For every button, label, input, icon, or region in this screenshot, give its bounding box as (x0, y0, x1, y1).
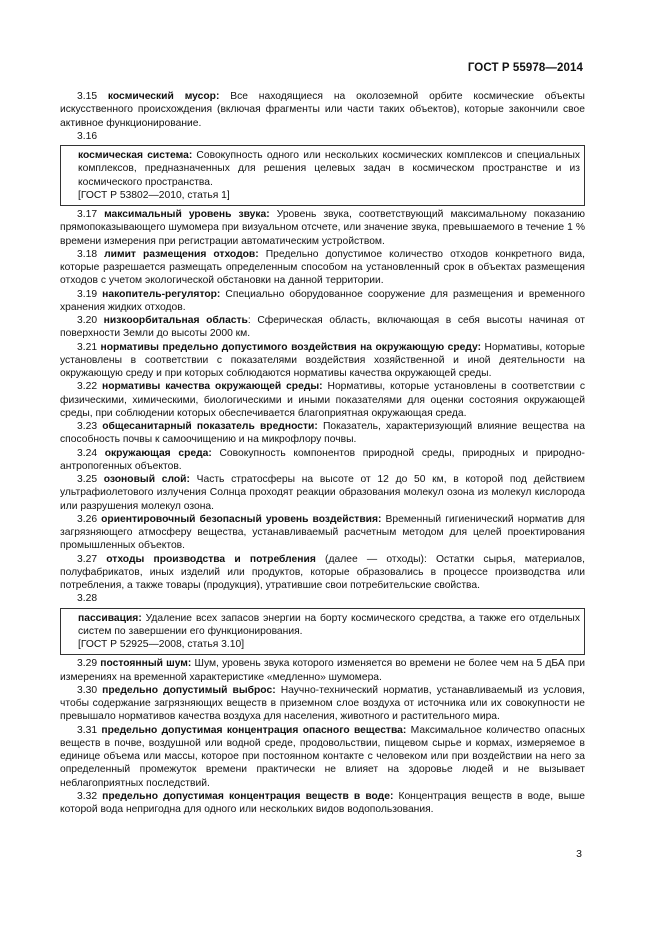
definition: Шум, уровень звука которого изменяется во времени не более чем на 5 дБА при измерениях на временной характеристике «медленно» шумомера. (60, 658, 585, 683)
definition: Уровень звука, соответствующий максимальному показанию прямопоказывающего шумомера при визуальном отсчете, или значение звука, превышаемого в течение 1 % времени измерения при регистрации автоматическим устройством. (60, 209, 585, 247)
definition: Все находящиеся на околоземной орбите космические объекты искусственного происхождения (включая фрагменты или части таких объектов), которые закончили свое активное функционирование. (60, 91, 585, 129)
clause-number: 3.24 (77, 447, 98, 459)
clause (60, 288, 585, 315)
clause (60, 248, 585, 288)
term: предельно допустимая концентрация опасного вещества: (101, 724, 407, 736)
term: постоянный шум: (100, 658, 192, 670)
clause (60, 553, 585, 593)
clause-number: 3.19 (77, 288, 98, 300)
clause-number: 3.20 (77, 315, 98, 326)
clause-number: 3.22 (77, 381, 98, 393)
term: ориентировочный безопасный уровень воздействия: (101, 513, 382, 525)
clause-number: 3.32 (77, 790, 98, 802)
source-reference: [ГОСТ Р 52925—2008, статья 3.10] (78, 639, 245, 650)
clause (60, 447, 585, 474)
definition: Концентрация веществ в воде, выше которой вода непригодна для одного или нескольких видов водопользования. (60, 790, 585, 815)
definition: Совокупность компонентов природной среды, природных и природно-антропогенных объектов. (60, 447, 585, 472)
definition: Предельно допустимое количество отходов конкретного вида, которые разрешается размещать определенным способом на установленный срок в объектах размещения отходов с учетом экологической обстановки на данной территории. (60, 248, 585, 287)
clause (60, 341, 585, 381)
clause-number: 3.29 (77, 658, 98, 670)
clause-number: 3.26 (77, 513, 98, 525)
clause-number: 3.18 (77, 248, 98, 260)
clause (60, 790, 585, 817)
term: отходы производства и потребления (106, 553, 316, 565)
definition: Показатель, характеризующий влияние вещества на способность почвы к самоочищению и на микрофлору почвы. (60, 421, 585, 446)
term: пассивация: (78, 612, 142, 624)
clause (60, 90, 585, 130)
clause-number: 3.25 (77, 474, 98, 485)
term: общесанитарный показатель вредности: (102, 421, 318, 432)
term: нормативы предельно допустимого воздействия на окружающую среду: (100, 341, 482, 353)
quoted-definition-box (60, 145, 585, 206)
clause-number: 3.17 (77, 209, 98, 220)
definition: : Сферическая область, включающая в себя высоты начиная от поверхности Земли до высоты 2000 км. (60, 315, 585, 340)
definition: Нормативы, которые установлены в соответствии с показателями воздействия хозяйственной и иной деятельности на окружающую среду и при которых соблюдаются нормативы качества окружающей среды. (60, 341, 585, 379)
term: лимит размещения отходов: (104, 248, 259, 260)
term: предельно допустимая концентрация веществ в воде: (102, 790, 394, 802)
definition: Специально оборудованное сооружение для размещения и временного хранения жидких отходов. (60, 288, 585, 313)
definition: Совокупность одного или нескольких космических комплексов и специальных комплексов, предназначенных для решения целевых задач в космическом пространстве и из космического пространства. (78, 150, 580, 188)
source-reference: [ГОСТ Р 53802—2010, статья 1] (78, 189, 230, 201)
definition: Удаление всех запасов энергии на борту космического средства, а также его отдельных систем по завершении его функционирования. (78, 612, 580, 637)
clause (60, 314, 585, 341)
clause (60, 724, 585, 790)
definition: (далее — отходы): Остатки сырья, материалов, полуфабрикатов, иных изделий или продуктов, которые образовались в процессе производства или потребления, а также товары (продукция), утратившие свои потребительские свойства. (60, 553, 585, 591)
clause-number: 3.30 (77, 684, 98, 696)
clause (60, 684, 585, 724)
clause (60, 513, 585, 553)
clause (60, 657, 585, 684)
clause-number: 3.28 (77, 593, 98, 605)
clause-number: 3.23 (77, 421, 98, 432)
term: максимальный уровень звука: (104, 209, 270, 220)
clause (60, 380, 585, 420)
page-number: 3 (576, 848, 582, 860)
definition-text (78, 149, 580, 189)
term: космическая система: (78, 150, 193, 161)
clause (60, 420, 585, 447)
quoted-definition-box (60, 608, 585, 656)
definition: Максимальное количество опасных веществ в почве, воздушной или водной среде, продовольствии, пищевом сырье и кормах, измеряемое в единице объема или массы, которое при постоянном контакте с человеком или при воздействии на него за определенный промежуток времени практически не влияет на здоровье людей и не вызывает неблагоприятных последствий. (60, 724, 585, 789)
clause (60, 208, 585, 248)
term: низкоорбитальная область (103, 315, 248, 326)
clause (60, 473, 585, 513)
clause-number: 3.21 (77, 341, 98, 353)
term: нормативы качества окружающей среды: (101, 381, 323, 393)
clause-number: 3.27 (77, 553, 98, 565)
document-body (60, 90, 585, 816)
definition: Нормативы, которые установлены в соответствии с физическими, химическими, биологическими и иными показателями для оценки состояния окружающей среды, при соблюдении которых обеспечивается благоприятная окружающая среда. (60, 381, 585, 419)
clause-number: 3.31 (77, 724, 98, 736)
definition: Временный гигиенический норматив для загрязняющего атмосферу вещества, устанавливаемый расчетным методом для целей проектирования промышленных объектов. (60, 513, 585, 552)
term: озоновый слой: (103, 474, 190, 485)
document-header: ГОСТ Р 55978—2014 (467, 62, 583, 74)
term: предельно допустимый выброс: (102, 684, 276, 696)
clause-number: 3.15 (77, 91, 98, 102)
definition-text (78, 612, 580, 639)
term: накопитель-регулятор: (102, 288, 221, 300)
definition: Научно-технический норматив, устанавливаемый из условия, чтобы содержание загрязняющих веществ в приземном слое воздуха от источника или их совокупности не превышало нормативов качества воздуха для населения, животного и растительного мира. (60, 684, 585, 723)
clause-number: 3.16 (77, 130, 98, 142)
term: космический мусор: (107, 91, 220, 102)
term: окружающая среда: (104, 447, 212, 459)
definition: Часть стратосферы на высоте от 12 до 50 км, в которой под действием ультрафиолетового излучения Солнца проходят реакции образования молекул озона из молекул кислорода или разрушения молекул озона. (60, 474, 585, 512)
